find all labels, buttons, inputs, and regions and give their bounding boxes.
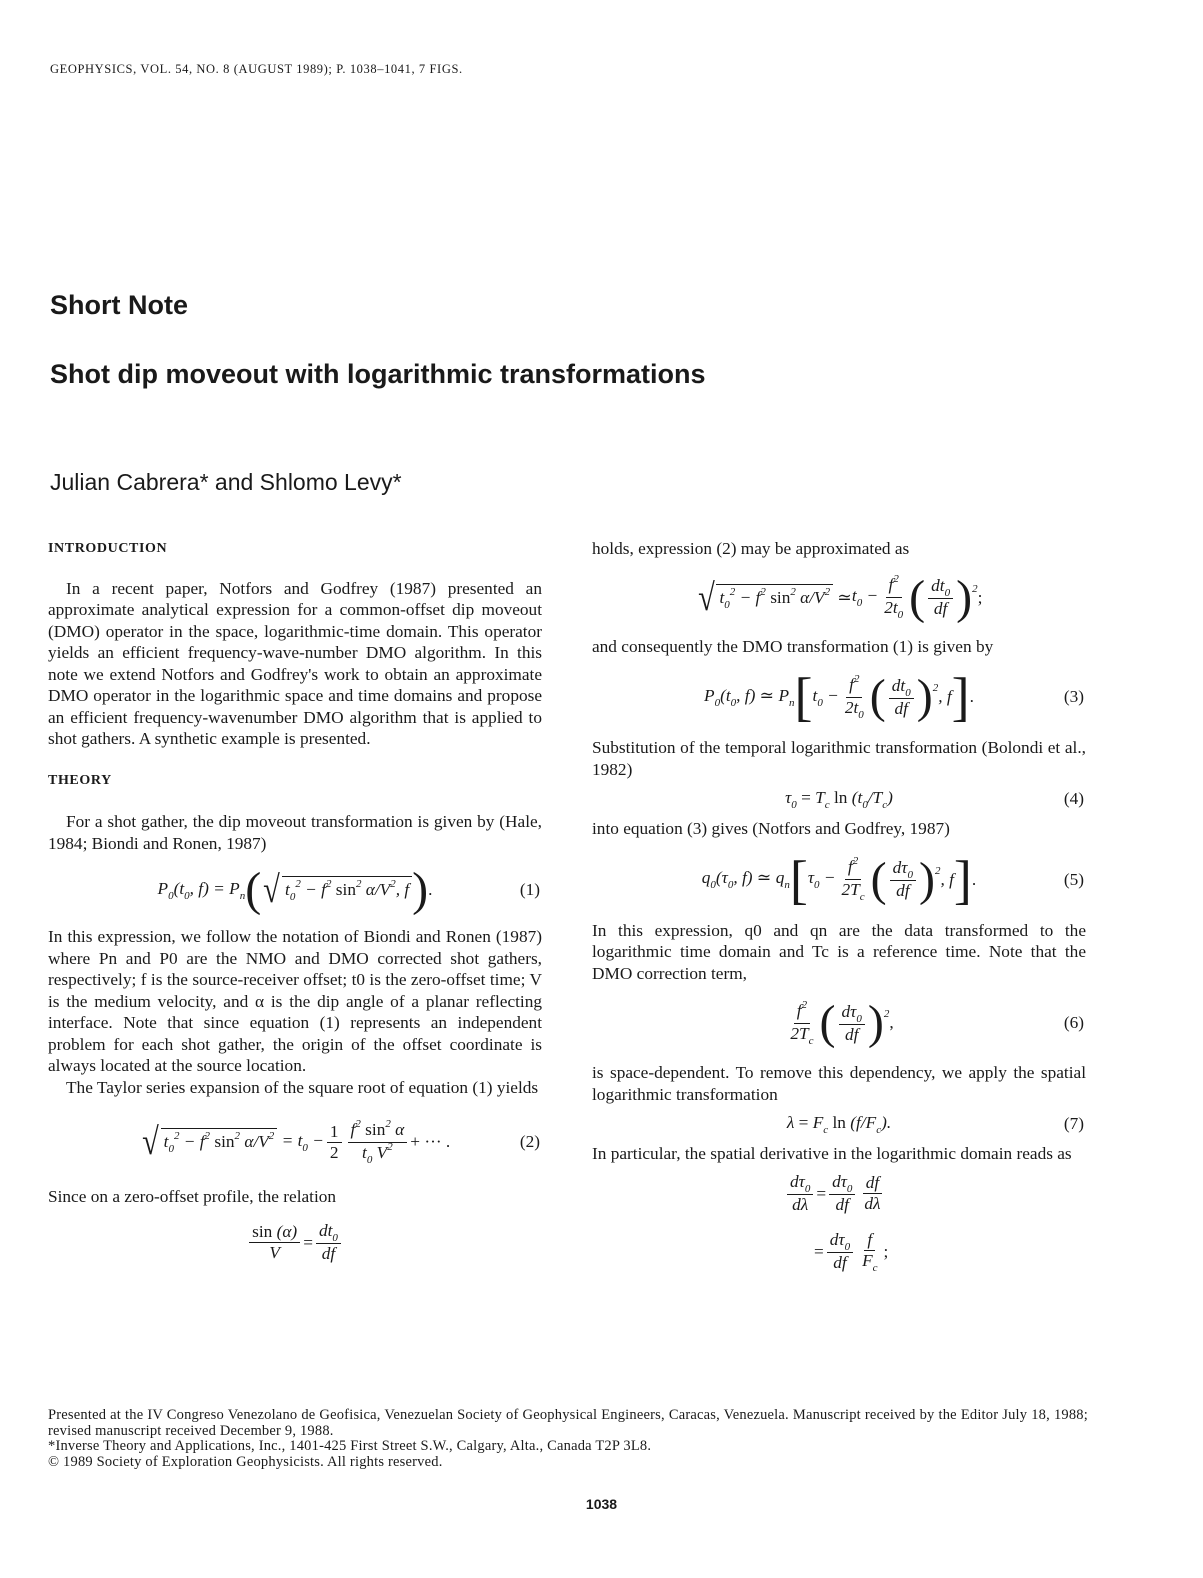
equation-4-number: (4): [1063, 789, 1084, 809]
equation-2: √ $t_0^2 - f^2$ $\sin^2 \alpha/V^2$ = $t_0$ − $\frac{1}{2}$ $\frac{f^2 \sin^2 \alpha}{t_0 V^2}$ + ··· . (2): [141, 1117, 540, 1166]
introduction-heading: INTRODUCTION: [48, 541, 168, 556]
right-column: [592, 538, 1086, 1281]
paragraph-consequently: and consequently the DMO transformation (1) is given by: [592, 636, 994, 656]
footnote-copyright: © 1989 Society of Exploration Geophysicists. All rights reserved.: [48, 1453, 443, 1470]
article-title: Shot dip moveout with logarithmic transformations: [50, 359, 706, 389]
page-number: 1038: [585, 1496, 618, 1512]
theory-paragraph-1: For a shot gather, the dip moveout transformation is given by (Hale, 1984; Biondi and Ronen, 1987): [48, 812, 542, 853]
paragraph-substitution: Substitution of the temporal logarithmic transformation (Bolondi et al., 1982): [592, 738, 1086, 779]
equation-5: $q_0(\tau_0$, f) ≃ $q_n$ [ $\tau_0$ − $\frac{f^2}{2T_c}$ ( $\frac{d\tau_0}{df}$ ) 2 , f ] . (5): [701, 849, 1084, 910]
equation-derivative-line-1: $\frac{d\tau_0}{d\lambda}$ = $\frac{d\tau_0}{df}$ $\frac{df}{d\lambda}$: [592, 1165, 1086, 1223]
equation-4: $\tau_0 = T_c$ $\ln (t_0/T_c)$ (4): [785, 787, 1084, 811]
footnote-presented: Presented at the IV Congreso Venezolano de Geofisica, Venezuelan Society of Geophysical Engineers, Caracas, Venezuela. Manuscript received by the Editor July 18, 1988; revised manuscript received December 9, 1988.: [48, 1407, 1088, 1439]
theory-heading: THEORY: [48, 772, 112, 788]
equation-3-number: (3): [1063, 687, 1084, 707]
paragraph-holds: holds, expression (2) may be approximated as: [592, 539, 910, 558]
equation-6: $\frac{f^2}{2T_c}$ ( $\frac{d\tau_0}{df}$ ) 2 , (6): [790, 996, 1084, 1049]
equation-1-number: (1): [519, 880, 540, 900]
equation-zero-offset-relation: $\frac{\sin (\alpha)}{V}$ = $\frac{dt_0}{df}$: [48, 1208, 542, 1278]
equation-7: $\lambda = F_c$ $\ln (f/F_c)$. (7): [786, 1112, 1084, 1136]
equation-2-number: (2): [519, 1132, 540, 1152]
introduction-paragraph: In a recent paper, Notfors and Godfrey (1987) presented an approximate analytical expression for a common-offset dip moveout (DMO) operator in the space, logarithmic-time domain. This operator yields an efficient frequency-wave-number DMO algorithm. In this note we extend Notfors and Godfrey's work to obtain an approximate DMO operator in the logarithmic space and time domains and propose an efficient frequency-wavenumber DMO algorithm that is applied to shot gathers. A synthetic example is presented.: [48, 578, 542, 748]
section-label: Short Note: [50, 290, 188, 320]
footnote-affiliation: *Inverse Theory and Applications, Inc., 1401-425 First Street S.W., Calgary, Alta., Canada T2P 3L8.: [48, 1438, 652, 1454]
journal-citation: GEOPHYSICS, VOL. 54, NO. 8 (AUGUST 1989); P. 1038–1041, 7 FIGS.: [50, 62, 463, 76]
equation-6-number: (6): [1063, 1013, 1084, 1033]
equation-5-number: (5): [1063, 869, 1084, 889]
equation-derivative-line-2: = $\frac{d\tau_0}{df}$ $\frac{f}{F_c}$ ;: [814, 1230, 889, 1274]
theory-paragraph-2: In this expression, we follow the notation of Biondi and Ronen (1987) where Pn and P0 are the NMO and DMO corrected shot gathers, respectively; f is the source-receiver offset; t0 is the zero-offset time; V is the medium velocity, and α is the dip angle of a planar reflecting interface. Note that since equation (1) represents an independent problem for each shot gather, the origin of the offset coordinate is always located at the source location.: [48, 927, 542, 1075]
paragraph-space-dependent: is space-dependent. To remove this dependency, we apply the spatial logarithmic transformation: [592, 1063, 1086, 1104]
equation-approximation: √ $t_0^2 - f^2$ $\sin^2 \alpha/V^2$ ≃ $t_0$ − $\frac{f^2}{2t_0}$ ( $\frac{dt_0}{df}$ ) 2 ;: [697, 570, 983, 624]
left-column: [48, 538, 542, 1278]
paragraph-into-equation: into equation (3) gives (Notfors and Godfrey, 1987): [592, 819, 950, 838]
theory-paragraph-3: The Taylor series expansion of the square root of equation (1) yields: [66, 1077, 539, 1097]
paragraph-in-this-expression: In this expression, q0 and qn are the data transformed to the logarithmic time domain and Tc is a reference time. Note that the DMO correction term,: [592, 920, 1086, 983]
author-list: Julian Cabrera* and Shlomo Levy*: [50, 469, 402, 495]
paragraph-spatial-derivative: In particular, the spatial derivative in the logarithmic domain reads as: [592, 1144, 1072, 1163]
theory-paragraph-4: Since on a zero-offset profile, the relation: [48, 1187, 337, 1206]
equation-3: $P_0(t_0$, f) ≃ $P_n$ [ $t_0$ − $\frac{f^2}{2t_0}$ ( $\frac{dt_0}{df}$ ) 2 , f ] . (3): [704, 667, 1084, 727]
equation-1: $P_0(t_0$, $f) = P_n$ ( √ $t_0^2 - f^2$ $\sin^2 \alpha/V^2$, f ) . (1): [157, 863, 540, 916]
equation-7-number: (7): [1063, 1114, 1084, 1134]
footnotes: [48, 1408, 1088, 1470]
